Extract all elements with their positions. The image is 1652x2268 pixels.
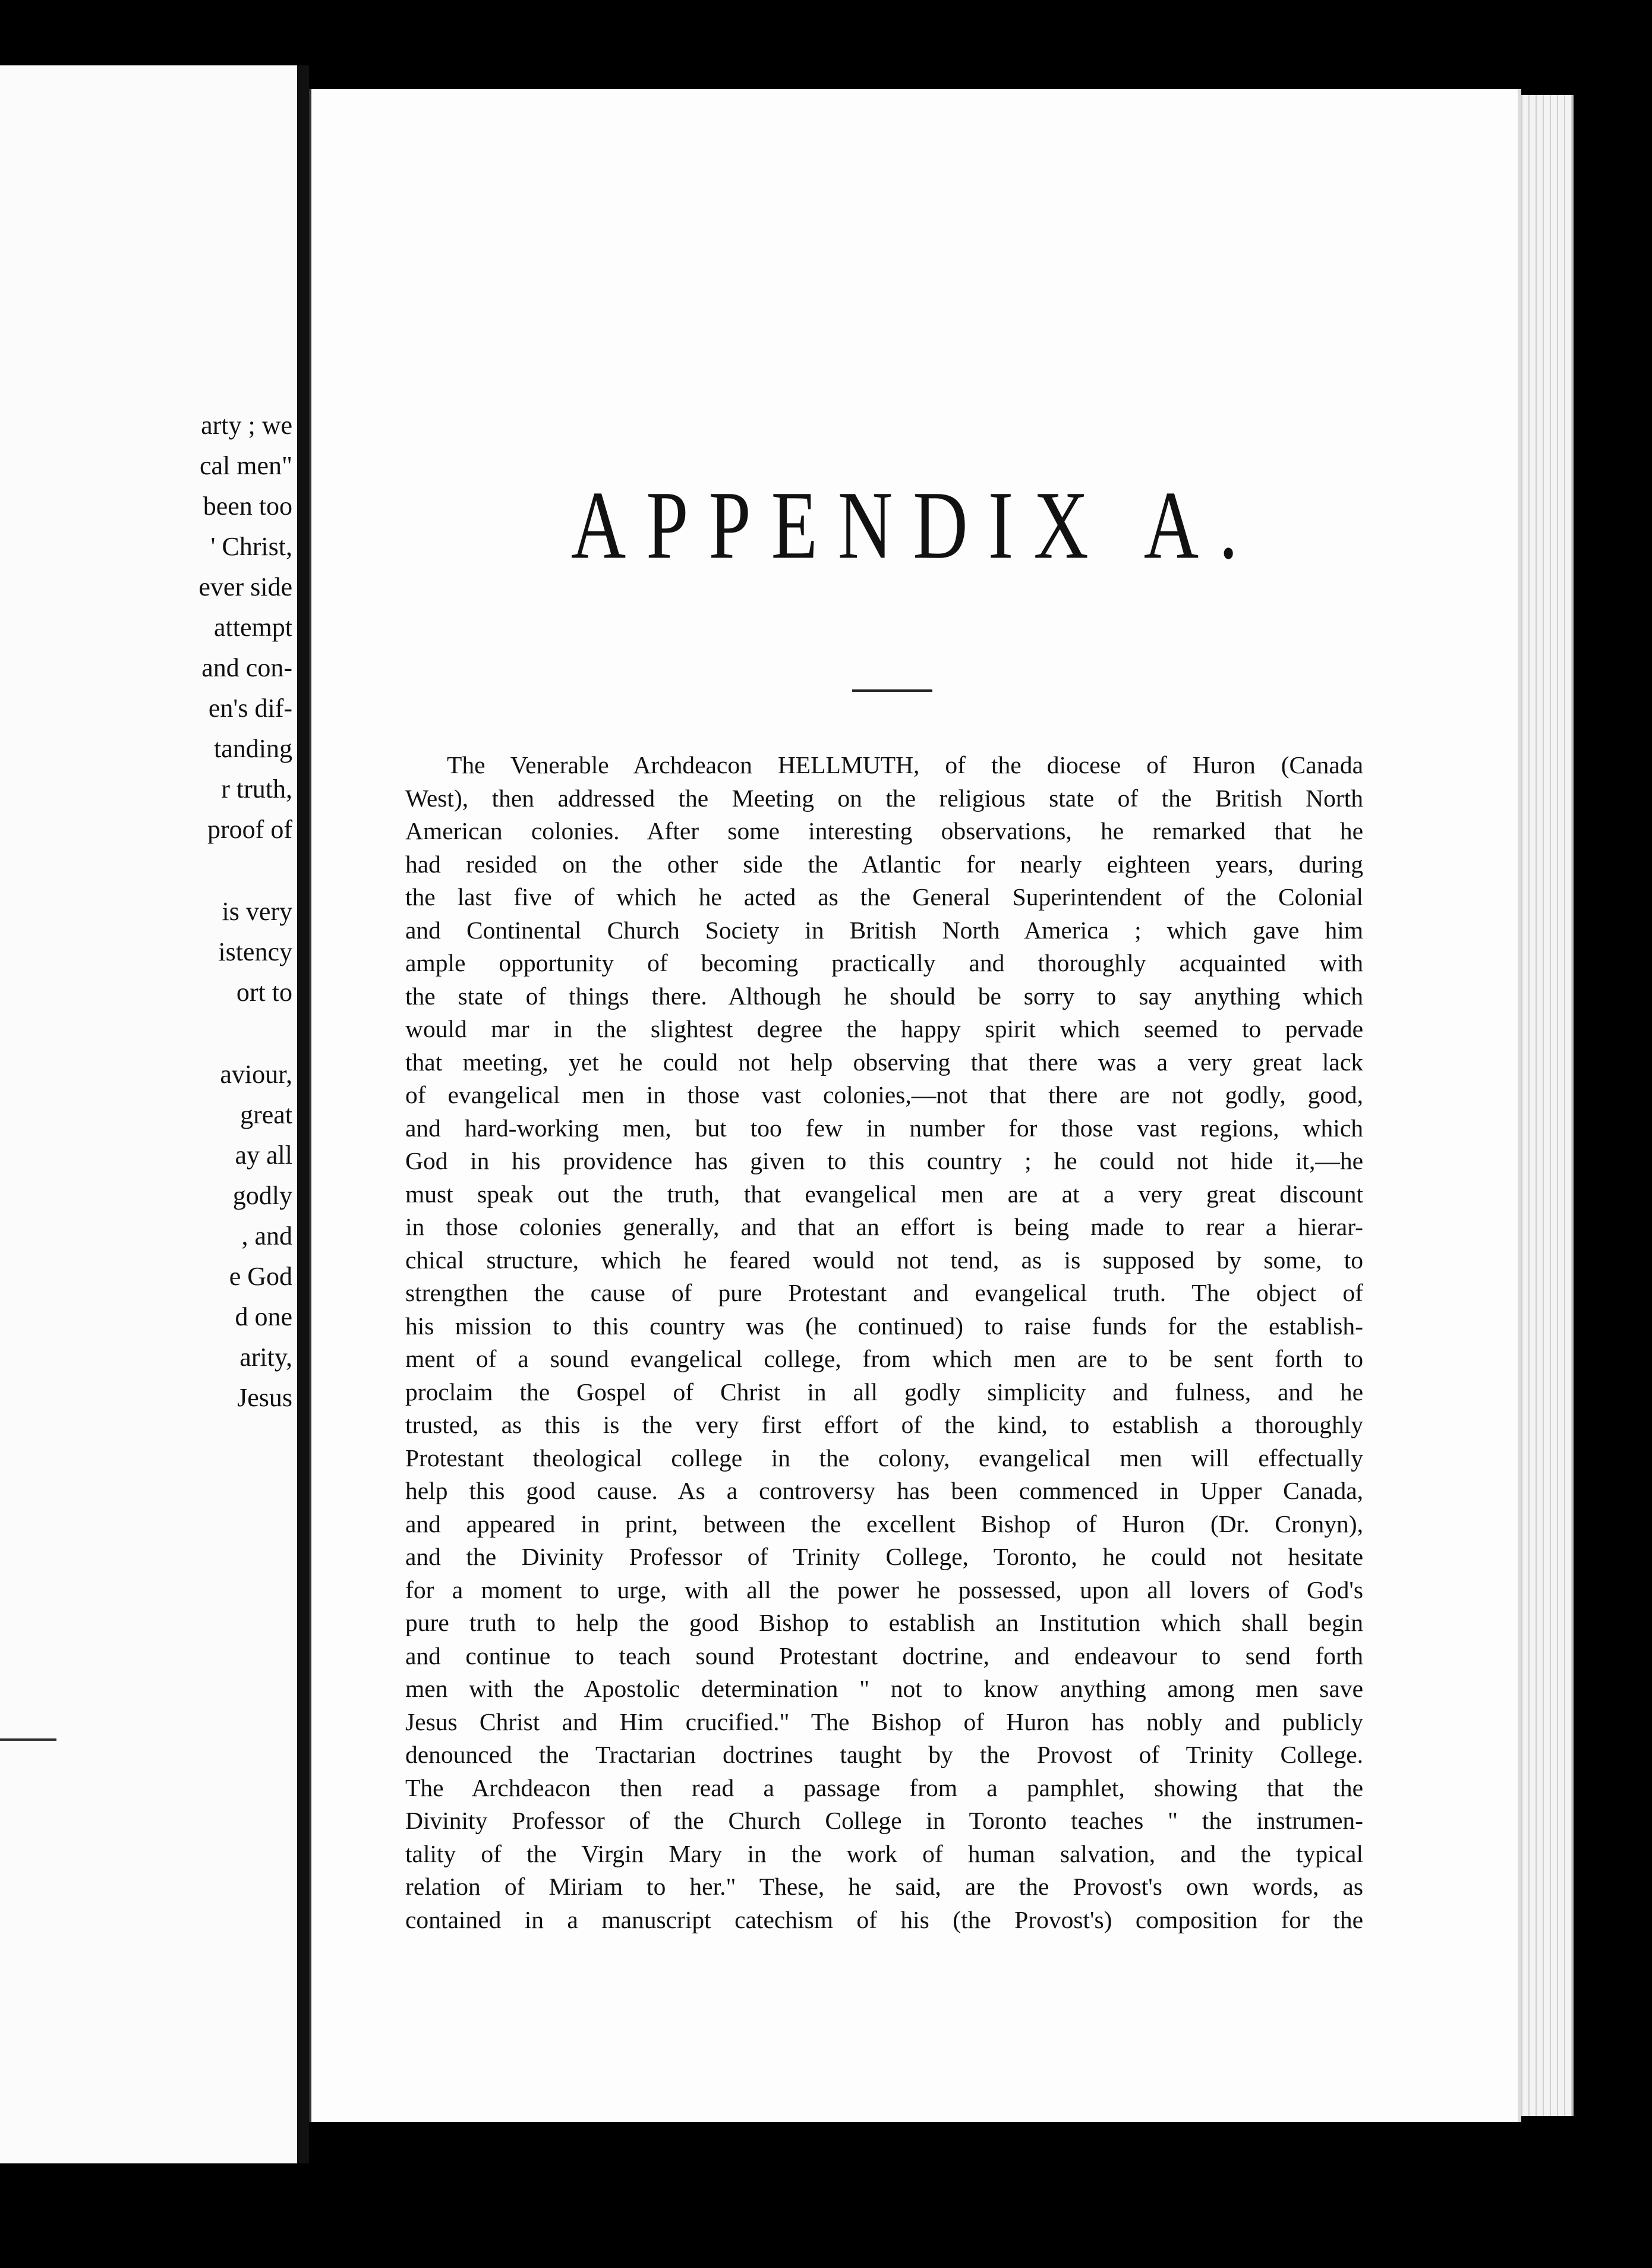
paragraph-line: West), then addressed the Meeting on the religious state of the British North <box>405 784 1363 812</box>
previous-page-line: r truth, <box>221 774 292 804</box>
paragraph-line: for a moment to urge, with all the power he possessed, upon all lovers of God's <box>405 1576 1363 1604</box>
paragraph-line: and the Divinity Professor of Trinity College, Toronto, he could not hesitate <box>405 1543 1363 1570</box>
previous-page-line: arity, <box>239 1343 292 1372</box>
paragraph-line: that meeting, yet he could not help observing that there was a very great lack <box>405 1048 1363 1076</box>
paragraph-line: and Continental Church Society in British North America ; which gave him <box>405 916 1363 944</box>
paragraph-line: God in his providence has given to this country ; he could not hide it,—he <box>405 1147 1363 1174</box>
book-gutter <box>297 65 309 2163</box>
previous-page-line: and con- <box>201 653 292 682</box>
paragraph-line: Protestant theological college in the colony, evangelical men will effectually <box>405 1444 1363 1472</box>
paragraph-line: chical structure, which he feared would not tend, as is supposed by some, to <box>405 1246 1363 1274</box>
previous-page-line: d one <box>235 1302 292 1331</box>
page-title: APPENDIX A. <box>570 471 1259 579</box>
paragraph-line: The Venerable Archdeacon HELLMUTH, of the diocese of Huron (Canada <box>447 751 1363 779</box>
previous-page-line: is very <box>222 897 292 926</box>
paragraph-line: would mar in the slightest degree the happy spirit which seemed to pervade <box>405 1015 1363 1042</box>
page-edges <box>1515 95 1574 2116</box>
previous-page-line: ort to <box>236 978 292 1007</box>
paragraph-line: Divinity Professor of the Church College in Toronto teaches " the instrumen- <box>405 1807 1363 1834</box>
paragraph-line: and hard-working men, but too few in number for those vast regions, which <box>405 1114 1363 1142</box>
previous-page-line: godly <box>232 1181 292 1210</box>
paragraph-line: must speak out the truth, that evangelical men are at a very great discount <box>405 1180 1363 1208</box>
paragraph-line: denounced the Tractarian doctrines taught by the Provost of Trinity College. <box>405 1741 1363 1768</box>
paragraph-line: pure truth to help the good Bishop to establish an Institution which shall begin <box>405 1609 1363 1636</box>
paragraph-line: ample opportunity of becoming practically and thoroughly acquainted with <box>405 949 1363 976</box>
paragraph-line: The Archdeacon then read a passage from a pamphlet, showing that the <box>405 1774 1363 1801</box>
previous-page-line: e God <box>229 1262 292 1291</box>
previous-page-rule <box>0 1738 56 1741</box>
previous-page <box>0 65 301 2163</box>
paragraph-line: strengthen the cause of pure Protestant and evangelical truth. The object of <box>405 1279 1363 1306</box>
paragraph-line: had resided on the other side the Atlantic for nearly eighteen years, during <box>405 850 1363 878</box>
paragraph-line: American colonies. After some interesting observations, he remarked that he <box>405 817 1363 845</box>
previous-page-line: en's dif- <box>208 694 292 723</box>
previous-page-line: aviour, <box>220 1060 292 1089</box>
paragraph-line: the state of things there. Although he should be sorry to say anything which <box>405 982 1363 1010</box>
paragraph-line: his mission to this country was (he continued) to raise funds for the establish- <box>405 1312 1363 1340</box>
paragraph-line: in those colonies generally, and that an effort is being made to rear a hierar- <box>405 1213 1363 1240</box>
paragraph-line: and appeared in print, between the excellent Bishop of Huron (Dr. Cronyn), <box>405 1510 1363 1538</box>
previous-page-line: attempt <box>214 613 292 642</box>
paragraph-line: and continue to teach sound Protestant doctrine, and endeavour to send forth <box>405 1642 1363 1670</box>
previous-page-line: cal men" <box>200 451 292 480</box>
paragraph-line: relation of Miriam to her." These, he said, are the Provost's own words, as <box>405 1873 1363 1900</box>
previous-page-line: been too <box>203 492 292 521</box>
previous-page-line: istency <box>218 937 292 966</box>
title-rule <box>852 689 932 692</box>
paragraph-line: the last five of which he acted as the General Superintendent of the Colonial <box>405 883 1363 911</box>
body-paragraph <box>405 749 1363 1936</box>
previous-page-line: , and <box>241 1221 292 1250</box>
previous-page-line: tanding <box>214 734 292 763</box>
paragraph-line: proclaim the Gospel of Christ in all godly simplicity and fulness, and he <box>405 1378 1363 1406</box>
paragraph-line: tality of the Virgin Mary in the work of human salvation, and the typical <box>405 1839 1363 1867</box>
previous-page-line: proof of <box>207 815 292 844</box>
paragraph-line: help this good cause. As a controversy has been commenced in Upper Canada, <box>405 1477 1363 1504</box>
paragraph-line: contained in a manuscript catechism of his (the Provost's) composition for the <box>405 1905 1363 1933</box>
paragraph-line: ment of a sound evangelical college, from which men are to be sent forth to <box>405 1345 1363 1372</box>
paragraph-line: of evangelical men in those vast colonies,—not that there are not godly, good, <box>405 1081 1363 1108</box>
paragraph-line: men with the Apostolic determination " not to know anything among men save <box>405 1675 1363 1702</box>
paragraph-line: Jesus Christ and Him crucified." The Bishop of Huron has nobly and publicly <box>405 1708 1363 1735</box>
previous-page-line: ever side <box>198 572 292 601</box>
appendix-page <box>309 89 1518 2122</box>
previous-page-line: arty ; we <box>201 411 292 440</box>
previous-page-line: Jesus <box>237 1383 292 1412</box>
paragraph-line: trusted, as this is the very first effort of the kind, to establish a thoroughly <box>405 1411 1363 1438</box>
previous-page-line: ' Christ, <box>210 532 292 561</box>
previous-page-line: ay all <box>235 1141 292 1170</box>
previous-page-line: great <box>240 1100 292 1129</box>
